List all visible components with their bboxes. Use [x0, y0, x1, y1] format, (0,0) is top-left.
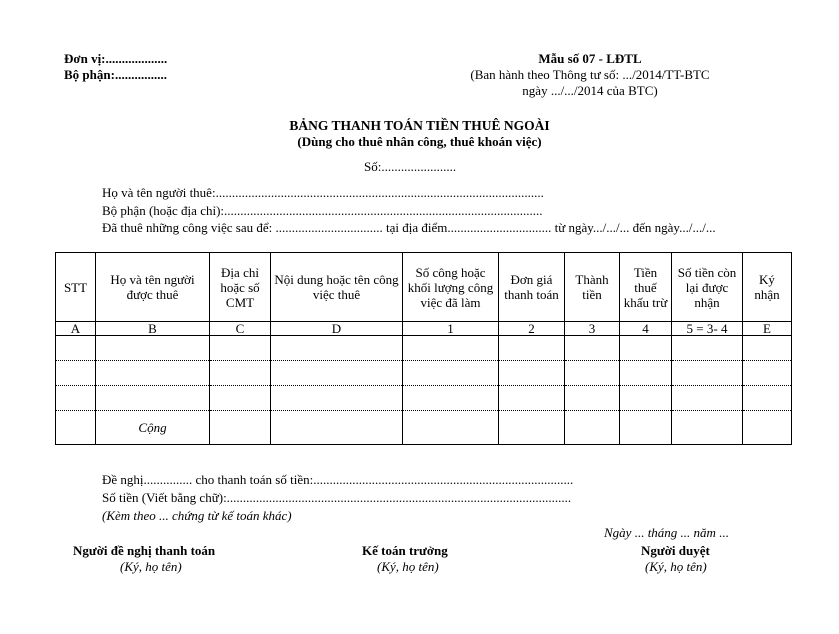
header-cell: STT	[56, 253, 96, 322]
renter-dept-line: Bộ phận (hoặc địa chỉ):..................................................................................................	[102, 203, 543, 218]
table-cell	[271, 336, 403, 361]
table-cell	[565, 361, 620, 386]
table-cell	[620, 361, 672, 386]
table-cell	[499, 386, 565, 411]
work-description-line: Đã thuê những công việc sau để: ................................. tại địa điểm................................ từ ngày.../.../... đến ngày.../.../...	[102, 220, 716, 235]
department-field: Bộ phận:................	[64, 67, 167, 82]
table-cell	[403, 411, 499, 445]
table-cell	[210, 386, 271, 411]
header-cell: Đơn giá thanh toán	[499, 253, 565, 322]
header-cell: Họ và tên người được thuê	[96, 253, 210, 322]
table-cell	[565, 411, 620, 445]
code-cell: A	[56, 322, 96, 336]
form-issued-date: ngày .../.../2014 của BTC)	[522, 83, 658, 98]
table-cell	[499, 361, 565, 386]
table-cell	[96, 336, 210, 361]
table-cell	[672, 386, 743, 411]
signature-accountant-title: Kế toán trưởng	[362, 543, 448, 558]
signature-requester-note: (Ký, họ tên)	[120, 559, 182, 574]
renter-name-line: Họ và tên người thuê:.....................................................................................................	[102, 185, 544, 200]
form-issued-by: (Ban hành theo Thông tư số: .../2014/TT-BTC	[470, 67, 710, 82]
table-cell	[96, 386, 210, 411]
table-cell	[56, 411, 96, 445]
table-code-row	[56, 322, 792, 336]
document-title: BẢNG THANH TOÁN TIỀN THUÊ NGOÀI	[289, 118, 550, 133]
table-cell	[56, 336, 96, 361]
table-cell	[210, 336, 271, 361]
table-total-row	[56, 411, 792, 445]
code-cell: B	[96, 322, 210, 336]
table-cell	[620, 336, 672, 361]
signature-approver-title: Người duyệt	[641, 543, 710, 558]
table-cell	[565, 386, 620, 411]
form-info	[440, 51, 740, 99]
header-cell: Địa chỉ hoặc số CMT	[210, 253, 271, 322]
table-cell	[271, 386, 403, 411]
code-cell: D	[271, 322, 403, 336]
document-number: Số:.......................	[364, 159, 457, 174]
code-cell: E	[743, 322, 792, 336]
signature-accountant-note: (Ký, họ tên)	[377, 559, 439, 574]
payment-request-line: Đề nghị............... cho thanh toán số tiền:................................................................................	[102, 472, 574, 487]
table-cell	[743, 411, 792, 445]
attachments-line: (Kèm theo ... chứng từ kế toán khác)	[102, 508, 292, 523]
table-cell	[620, 386, 672, 411]
table-cell	[565, 336, 620, 361]
signature-approver-note: (Ký, họ tên)	[645, 559, 707, 574]
payment-table	[55, 252, 792, 445]
code-cell: 1	[403, 322, 499, 336]
header-cell: Tiền thuế khấu trừ	[620, 253, 672, 322]
table-row	[56, 361, 792, 386]
signature-requester-title: Người đề nghị thanh toán	[73, 543, 216, 558]
table-cell	[499, 411, 565, 445]
table-cell	[672, 411, 743, 445]
amount-in-words-line: Số tiền (Viết bằng chữ):..........................................................................................................	[102, 490, 572, 505]
unit-field: Đơn vị:...................	[64, 51, 168, 66]
form-number: Mẫu số 07 - LĐTL	[538, 51, 642, 66]
table-cell	[743, 361, 792, 386]
table-cell	[56, 386, 96, 411]
header-cell: Ký nhận	[743, 253, 792, 322]
code-cell: C	[210, 322, 271, 336]
table-cell	[403, 336, 499, 361]
table-row	[56, 386, 792, 411]
header-cell: Số tiền còn lại được nhận	[672, 253, 743, 322]
table-cell	[743, 336, 792, 361]
header-cell: Số công hoặc khối lượng công việc đã làm	[403, 253, 499, 322]
table-cell	[210, 411, 271, 445]
header-cell: Nội dung hoặc tên công việc thuê	[271, 253, 403, 322]
code-cell: 2	[499, 322, 565, 336]
table-header-row	[56, 253, 792, 322]
table-cell	[403, 361, 499, 386]
table-cell	[672, 336, 743, 361]
code-cell: 3	[565, 322, 620, 336]
table-cell	[271, 411, 403, 445]
table-cell	[743, 386, 792, 411]
signature-date: Ngày ... tháng ... năm ...	[604, 525, 729, 540]
table-cell	[210, 361, 271, 386]
table-cell	[56, 361, 96, 386]
document-subtitle: (Dùng cho thuê nhân công, thuê khoán việc)	[297, 134, 542, 149]
table-row	[56, 336, 792, 361]
total-label: Cộng	[96, 411, 210, 445]
table-cell	[96, 361, 210, 386]
header-cell: Thành tiền	[565, 253, 620, 322]
code-cell: 4	[620, 322, 672, 336]
table-cell	[499, 336, 565, 361]
table-cell	[672, 361, 743, 386]
code-cell: 5 = 3- 4	[672, 322, 743, 336]
table-cell	[403, 386, 499, 411]
table-cell	[620, 411, 672, 445]
table-cell	[271, 361, 403, 386]
